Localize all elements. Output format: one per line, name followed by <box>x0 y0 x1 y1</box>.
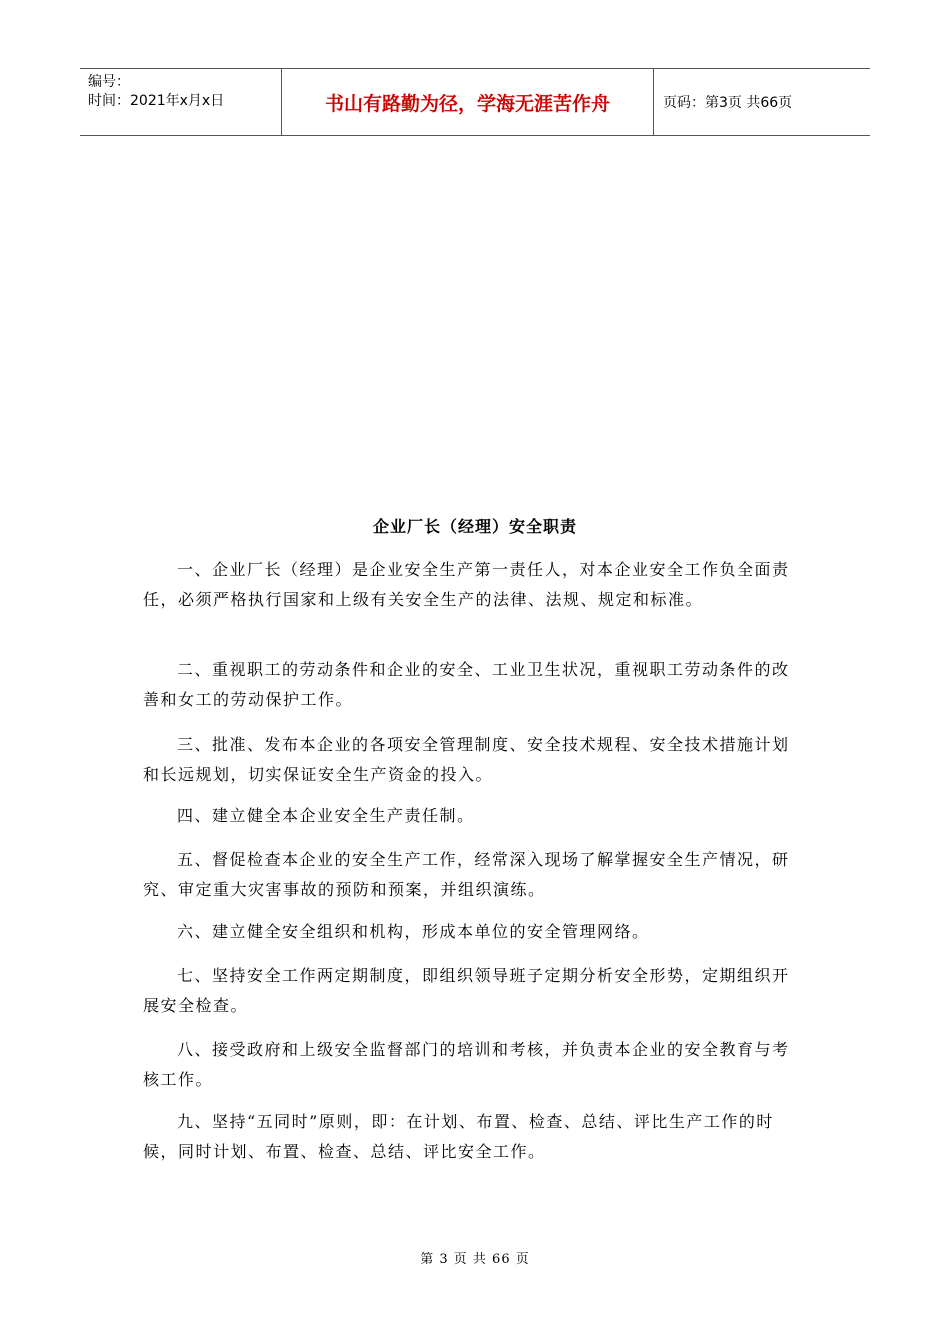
paragraph-1: 一、企业厂长（经理）是企业安全生产第一责任人，对本企业安全工作负全面责任，必须严格执行国家和上级有关安全生产的法律、法规、规定和标准。 <box>143 560 790 609</box>
page-footer: 第 3 页 共 66 页 <box>420 1252 530 1267</box>
document-number-label: 编号： <box>88 74 130 90</box>
header-page-info: 页码：第3页 共66页 <box>663 95 793 111</box>
paragraph-3: 三、批准、发布本企业的各项安全管理制度、安全技术规程、安全技术措施计划和长远规划，切实保证安全生产资金的投入。 <box>143 735 790 784</box>
header-motto: 书山有路勤为径，学海无涯苦作舟 <box>282 69 654 135</box>
paragraph-6: 六、建立健全安全组织和机构，形成本单位的安全管理网络。 <box>177 922 650 941</box>
paragraph-9: 九、坚持“五同时”原则，即：在计划、布置、检查、总结、评比生产工作的时候，同时计划、布置、检查、总结、评比安全工作。 <box>143 1112 774 1161</box>
paragraph-5: 五、督促检查本企业的安全生产工作，经常深入现场了解掌握安全生产情况，研究、审定重大灾害事故的预防和预案，并组织演练。 <box>143 850 790 899</box>
paragraph-4: 四、建立健全本企业安全生产责任制。 <box>177 806 475 825</box>
paragraph-7: 七、坚持安全工作两定期制度，即组织领导班子定期分析安全形势，定期组织开展安全检查。 <box>143 966 790 1015</box>
paragraph-2: 二、重视职工的劳动条件和企业的安全、工业卫生状况，重视职工劳动条件的改善和女工的劳动保护工作。 <box>143 660 790 709</box>
document-title: 企业厂长（经理）安全职责 <box>372 517 577 536</box>
page-header <box>80 68 870 136</box>
document-date: 时间：2021年x月x日 <box>88 93 225 109</box>
paragraph-8: 八、接受政府和上级安全监督部门的培训和考核，并负责本企业的安全教育与考核工作。 <box>143 1040 790 1089</box>
header-meta <box>80 69 282 135</box>
